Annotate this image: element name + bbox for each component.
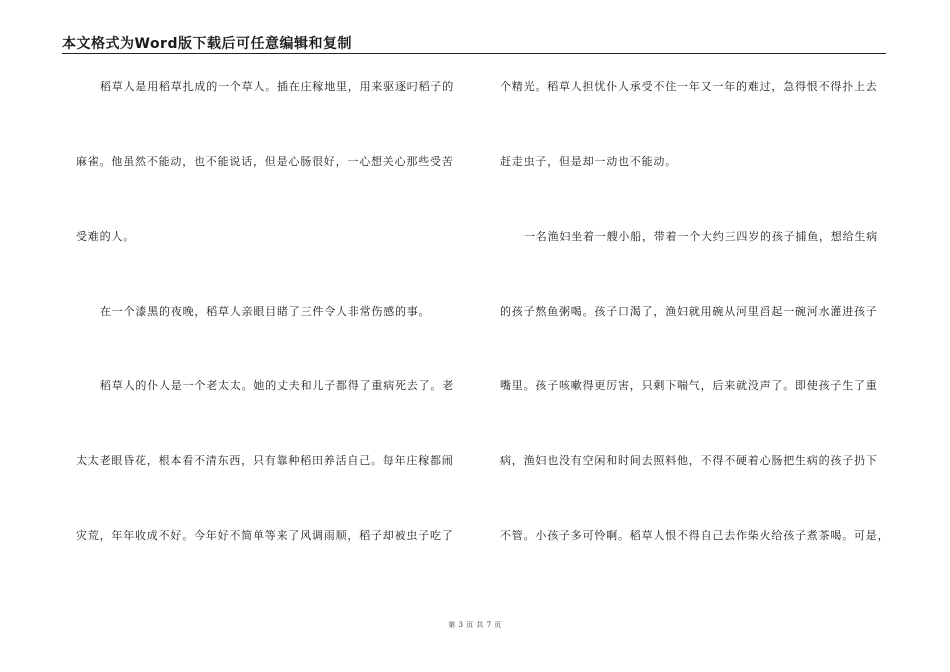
page-number: 第 3 页 共 7 页	[448, 621, 502, 629]
text-line: 灾荒，年年收成不好。今年好不简单等来了风调雨顺，稻子却被虫子吃了	[76, 529, 454, 542]
text-line: 病，渔妇也没有空闲和时间去照料他，不得不硬着心肠把生病的孩子扔下	[500, 454, 878, 467]
text-line: 稻草人的仆人是一个老太太。她的丈夫和儿子都得了重病死去了。老	[100, 379, 454, 392]
text-line: 不管。小孩子多可怜啊。稻草人恨不得自己去作柴火给孩子煮茶喝。可是，	[500, 529, 890, 542]
right-text-column	[500, 0, 890, 672]
text-line: 受难的人。	[76, 230, 135, 243]
text-line: 麻雀。他虽然不能动，也不能说话，但是心肠很好，一心想关心那些受苦	[76, 155, 454, 168]
text-line: 在一个漆黑的夜晚，稻草人亲眼目睹了三件令人非常伤感的事。	[100, 305, 431, 318]
text-line: 的孩子熬鱼粥喝。孩子口渴了，渔妇就用碗从河里舀起一碗河水灌进孩子	[500, 305, 878, 318]
text-line: 稻草人是用稻草扎成的一个草人。插在庄稼地里，用来驱逐叼稻子的	[100, 80, 454, 93]
text-line: 个精光。稻草人担忧仆人承受不住一年又一年的难过，急得恨不得扑上去	[500, 80, 878, 93]
left-text-column	[76, 0, 466, 672]
header-title: 本文格式为Word版下载后可任意编辑和复制	[62, 36, 352, 52]
text-line: 嘴里。孩子咳嗽得更厉害，只剩下喘气，后来就没声了。即使孩子生了重	[500, 379, 878, 392]
text-line: 太太老眼昏花，根本看不清东西，只有靠种稻田养活自己。每年庄稼都闹	[76, 454, 454, 467]
text-line: 一名渔妇坐着一艘小船，带着一个大约三四岁的孩子捕鱼，想给生病	[524, 230, 878, 243]
text-line: 赶走虫子，但是却一动也不能动。	[500, 155, 677, 168]
